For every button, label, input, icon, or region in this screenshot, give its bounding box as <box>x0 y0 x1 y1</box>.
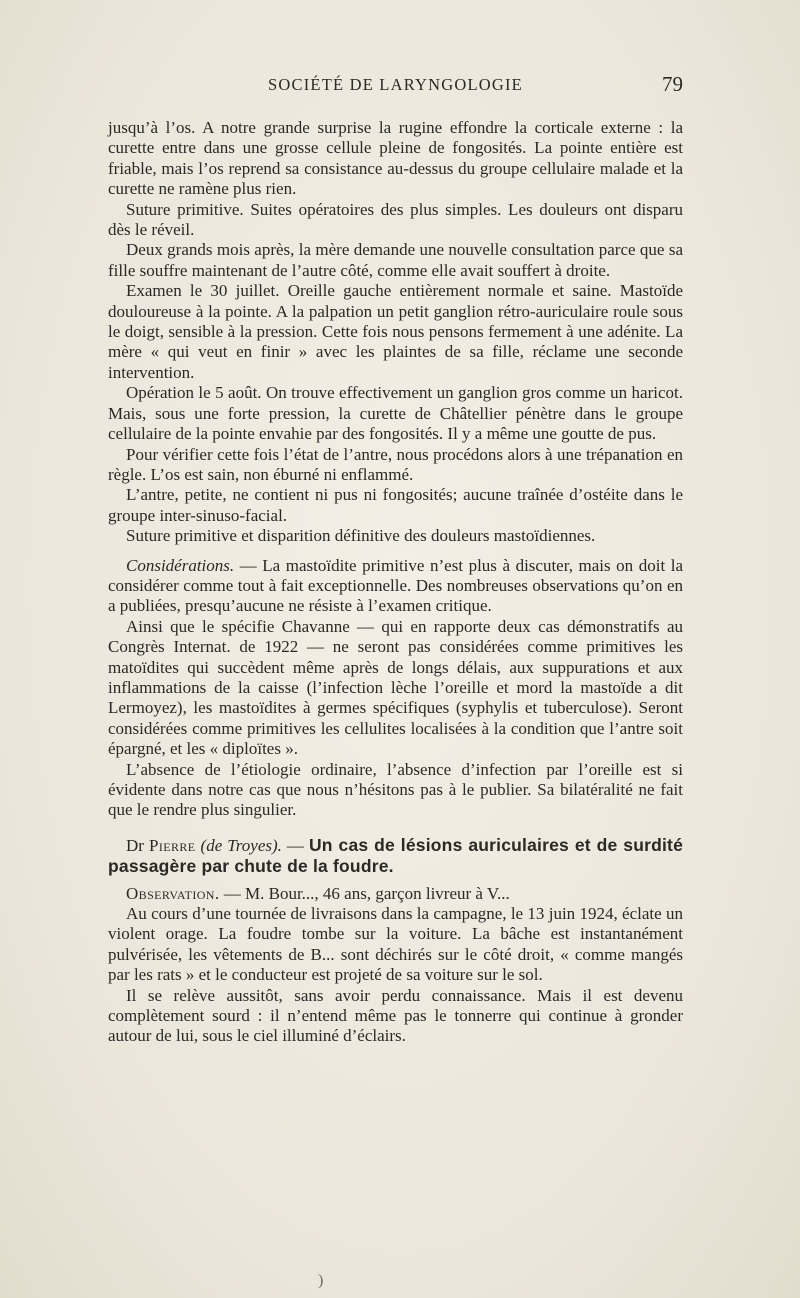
paragraph: Suture primitive. Suites opératoires des plus simples. Les douleurs ont disparu dès le réveil. <box>108 199 683 240</box>
running-title: SOCIÉTÉ DE LARYNGOLOGIE <box>268 75 523 94</box>
paragraph: Au cours d’une tournée de livraisons dans la campagne, le 13 juin 1924, éclate un violent orage. La foudre tombe sur la voiture. La bâche est instantanément pulvérisée, les vêtements de B... sont déchirés sur le côté droit, « comme mangés par les rats » et le conducteur est projeté de sa voiture sur le sol. <box>108 904 683 985</box>
page-number: 79 <box>662 72 683 96</box>
body-text <box>108 118 683 1047</box>
paragraph: Il se relève aussitôt, sans avoir perdu connaissance. Mais il est devenu complètement sourd : il n’entend même pas le tonnerre qui continue à gronder autour de lui, sous le ciel illuminé d’éclairs. <box>108 985 683 1046</box>
paragraph: jusqu’à l’os. A notre grande surprise la rugine effondre la corticale externe : la curette entre dans une grosse cellule pleine de fongosités. La pointe entière est friable, mais l’os reprend sa consistance au-dessus du groupe cellulaire malade et la curette ne ramène plus rien. <box>108 118 683 199</box>
page-header <box>108 72 683 98</box>
author-place: (de Troyes). <box>200 835 282 855</box>
paragraph: Pour vérifier cette fois l’état de l’antre, nous procédons alors à une trépanation en règle. L’os est sain, non éburné ni enflammé. <box>108 444 683 484</box>
paragraph: Suture primitive et disparition définitive des douleurs mastoïdiennes. <box>126 526 596 546</box>
paragraph: L’absence de l’étiologie ordinaire, l’absence d’infection par l’oreille est si évidente dans notre cas que nous n’hésitons pas à le publier. Sa bilatéralité ne fait que le rendre plus singulier. <box>108 759 683 820</box>
article-title: Un cas de lésions auriculaires et de surdité passagère par chute de la foudre. <box>108 834 684 877</box>
considerations-text: — La mastoïdite primitive n’est plus à discuter, mais on doit la considérer comme tout à fait exceptionnelle. Des nombreuses observations qu’on en a publiées, presqu’aucune ne résiste à l’examen critique. <box>108 555 683 616</box>
observation-text: — M. Bour..., 46 ans, garçon livreur à V... <box>219 883 510 903</box>
author-prefix: Dr <box>126 835 144 855</box>
paragraph: Ainsi que le spécifie Chavanne — qui en rapporte deux cas démonstratifs au Congrès Internat. de 1922 — ne seront pas considérées comme primitives les matoïdites qui succèdent même après de longs délais, aux suppurations et aux inflammations de la caisse (l’infection lèche l’oreille et mord la mastoïde a dit Lermoyez), les mastoïdites à germes spécifiques (syphylis et tuberculose). Seront considérées comme primitives les cellulites localisées à la condition que l’antre soit épargné, et les « diploïtes ». <box>108 616 683 759</box>
article-heading <box>108 835 683 878</box>
considerations-label: Considérations. <box>126 555 235 575</box>
paragraph: Opération le 5 août. On trouve effectivement un ganglion gros comme un haricot. Mais, sous une forte pression, la curette de Châtellier pénètre dans le groupe cellulaire de la pointe envahie par des fongosités. Il y a même une goutte de pus. <box>108 383 683 444</box>
heading-dash: — <box>281 835 309 855</box>
observation-label: Observation. <box>126 883 220 903</box>
paragraph: Examen le 30 juillet. Oreille gauche entièrement normale et saine. Mastoïde douloureuse à la pointe. A la palpation un petit ganglion rétro-auriculaire roule sous le doigt, sensible à la pression. Cette fois nous pensons fermement à une adénite. La mère « qui veut en finir » avec les plaintes de sa fille, réclame une seconde intervention. <box>108 281 683 382</box>
paragraph: L’antre, petite, ne contient ni pus ni fongosités; aucune traînée d’ostéite dans le groupe inter-sinuso-facial. <box>108 485 683 525</box>
author-name: Pierre <box>148 835 196 855</box>
paragraph: Deux grands mois après, la mère demande une nouvelle consultation parce que sa fille souffre maintenant de l’autre côté, comme elle avait souffert à droite. <box>108 240 683 280</box>
considerations-paragraph <box>108 556 683 617</box>
observation-paragraph <box>108 884 683 904</box>
footer-mark: ) <box>318 1272 324 1289</box>
